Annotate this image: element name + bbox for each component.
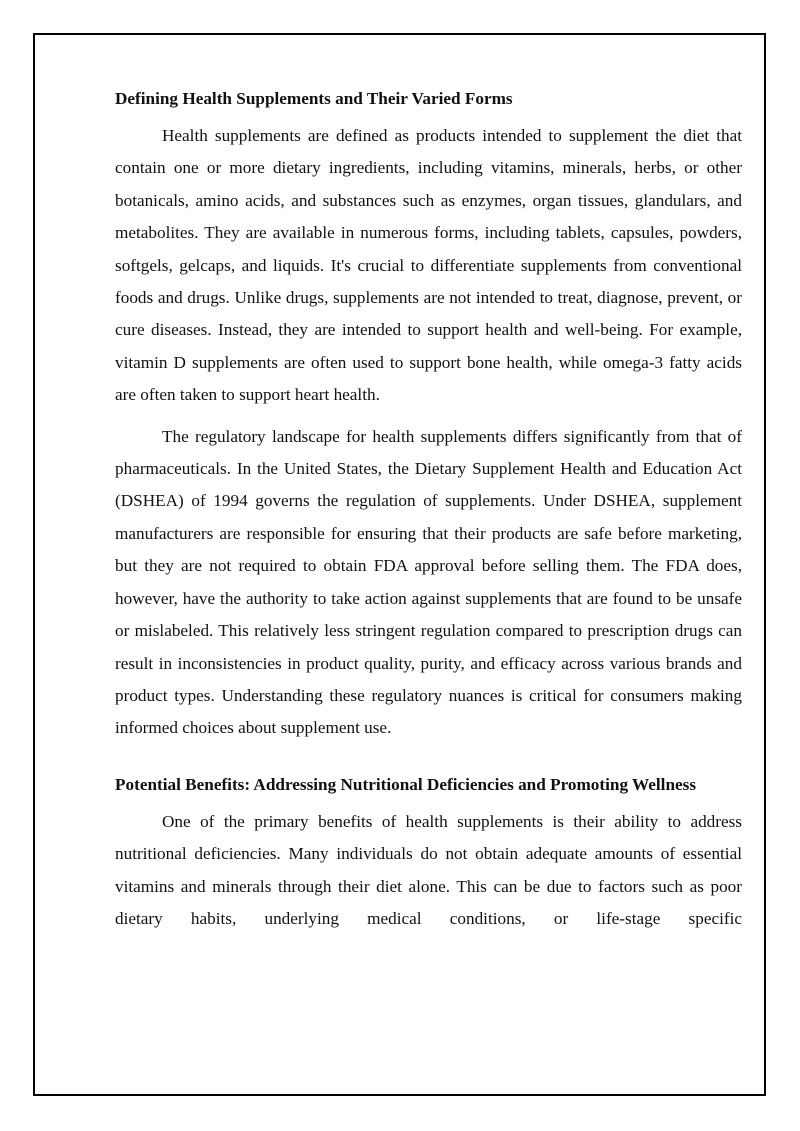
paragraph: Health supplements are defined as products intended to supplement the diet that contain one or more dietary ingredients, including vitamins, minerals, herbs, or other botanicals, amino acids, and substances such as enzymes, organ tissues, glandulars, and metabolites. They are available in numerous forms, including tablets, capsules, powders, softgels, gelcaps, and liquids. It's crucial to differentiate supplements from conventional foods and drugs. Unlike drugs, supplements are not intended to treat, diagnose, prevent, or cure diseases. Instead, they are intended to support health and well-being. For example, vitamin D supplements are often used to support bone health, while omega-3 fatty acids are often taken to support heart health. — [115, 126, 742, 405]
paragraph: The regulatory landscape for health supplements differs significantly from that of pharmaceuticals. In the United States, the Dietary Supplement Health and Education Act (DSHEA) of 1994 governs the regulation of supplements. Under DSHEA, supplement manufacturers are responsible for ensuring that their products are safe before marketing, but they are not required to obtain FDA approval before selling them. The FDA does, however, have the authority to take action against supplements that are found to be unsafe or mislabeled. This relatively less stringent regulation compared to prescription drugs can result in inconsistencies in product quality, purity, and efficacy across various brands and product types. Understanding these regulatory nuances is critical for consumers making informed choices about supplement use. — [115, 426, 742, 738]
paragraph: One of the primary benefits of health supplements is their ability to address nutritional deficiencies. Many individuals do not obtain adequate amounts of essential vitamins and minerals through their diet alone. This can be due to factors such as poor dietary habits, underlying medical conditions, or life-stage specific — [115, 811, 742, 928]
section-heading: Potential Benefits: Addressing Nutritional Deficiencies and Promoting Wellness — [115, 774, 697, 794]
document-body — [115, 87, 742, 944]
section-heading: Defining Health Supplements and Their Varied Forms — [115, 89, 513, 108]
